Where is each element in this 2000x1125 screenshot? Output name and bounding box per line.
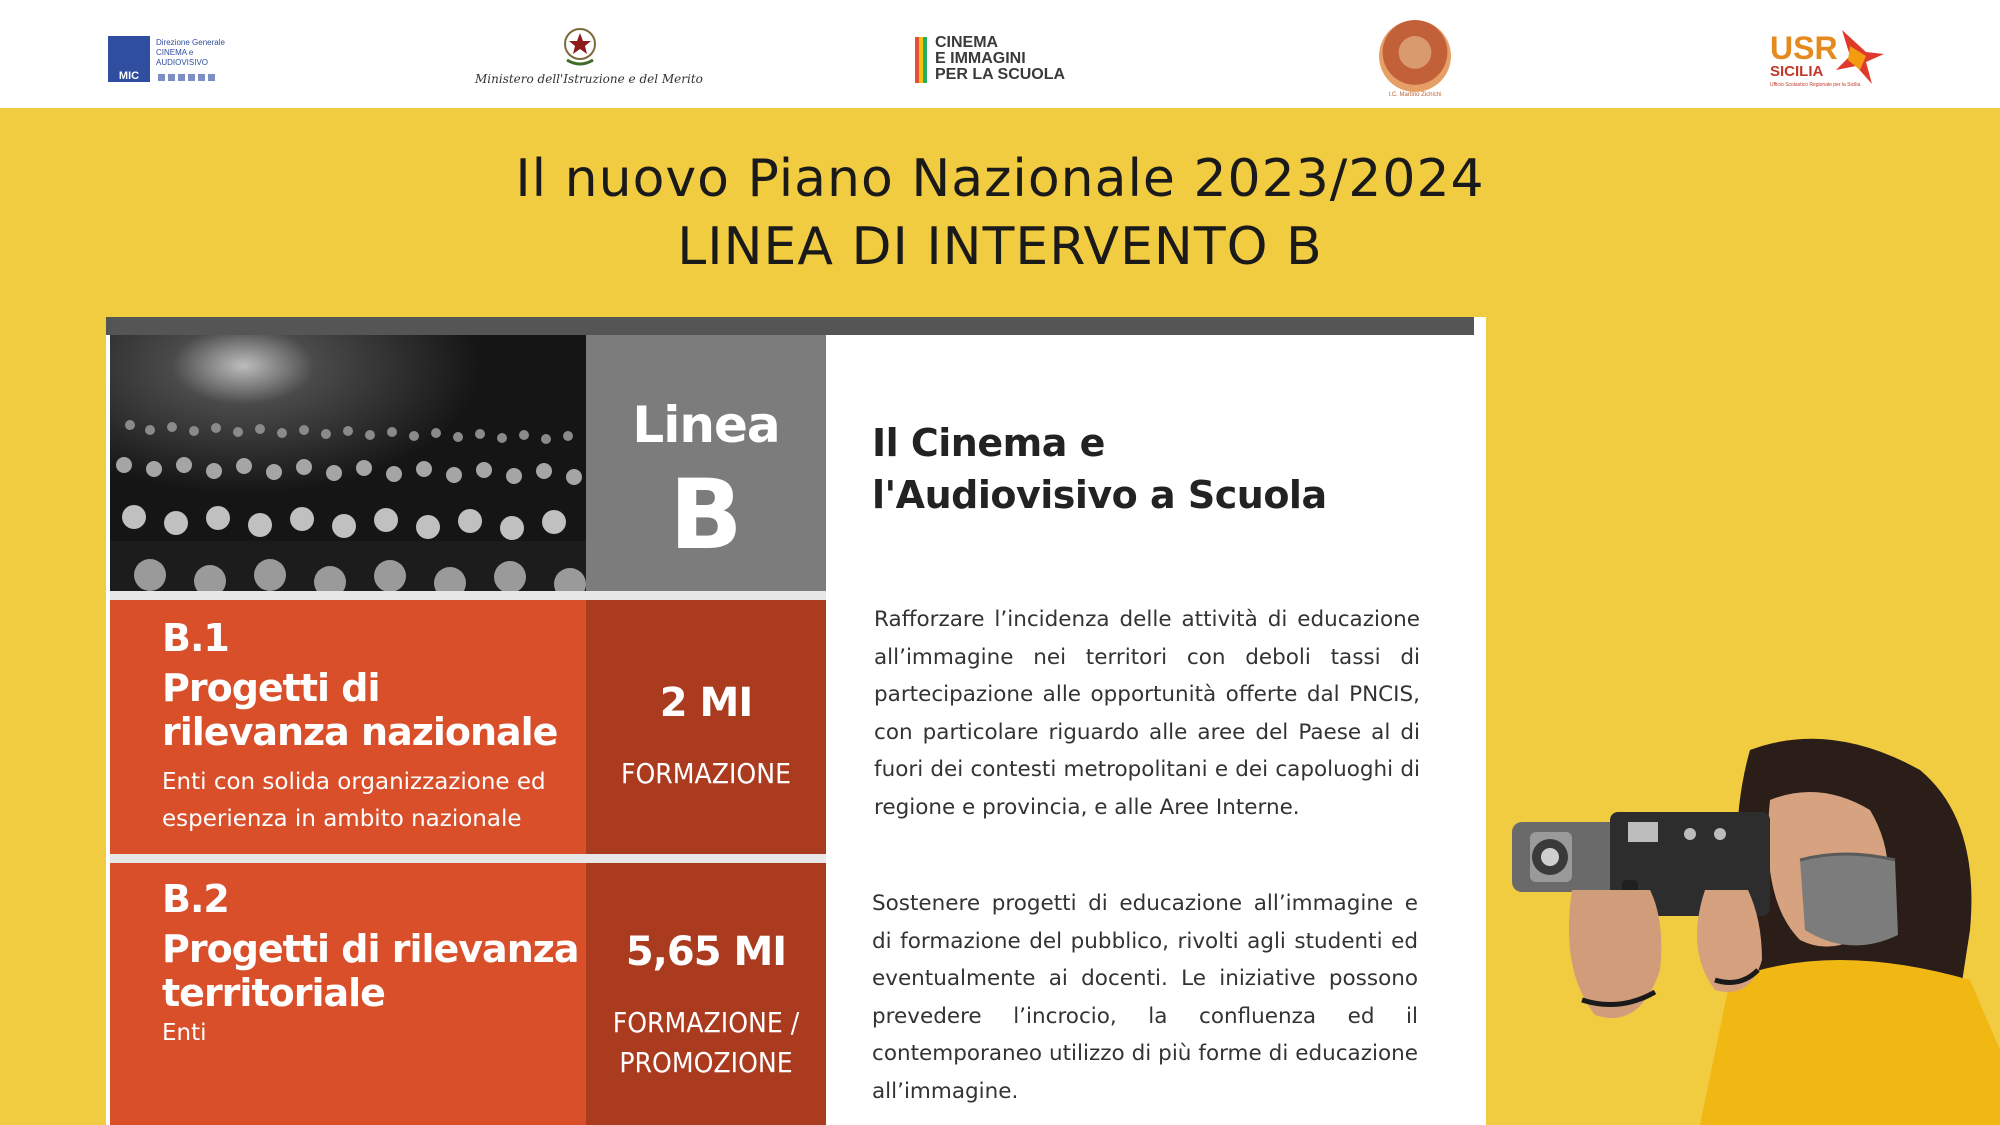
b1-subtitle: Enti con solida organizzazione ed esperienza in ambito nazionale xyxy=(162,769,546,832)
linea-b-card xyxy=(106,317,1486,1125)
b1-funding-box xyxy=(586,600,826,854)
description-paragraph-2: Sostenere progetti di educazione all’immagine e di formazione del pubblico, rivolti agli studenti ed eventualmente ai docenti. Le iniziative possono prevedere l’incrocio, la confluenza ed il contemporaneo utilizzo di più forme di educazione all’immagine. xyxy=(872,891,1418,1104)
b2-category: FORMAZIONE / PROMOZIONE xyxy=(612,1006,800,1079)
school-circle-logo xyxy=(1375,20,1455,102)
cinema-audience-photo xyxy=(110,335,586,591)
b2-amount: 5,65 MI xyxy=(625,929,787,975)
mic-logo-box: MIC xyxy=(108,36,150,82)
cinema-scuola-logo xyxy=(915,35,1090,87)
logo-bar xyxy=(0,0,2000,108)
b2-code: B.2 xyxy=(162,877,229,921)
cinema-scuola-logo-text: CINEMA E IMMAGINI PER LA SCUOLA xyxy=(935,34,1066,83)
linea-word: Linea xyxy=(632,396,780,454)
usr-sub: SICILIA xyxy=(1770,63,1824,80)
slide-title xyxy=(0,145,2000,281)
mic-logo-dots xyxy=(158,74,215,81)
b2-title: Progetti di rilevanza territoriale xyxy=(162,927,579,1015)
usr-tiny: Ufficio Scolastico Regionale per la Sicilia xyxy=(1770,82,1861,88)
b2-funding-box xyxy=(586,863,826,1125)
usr-star-icon xyxy=(1836,26,1886,86)
b1-project-box xyxy=(110,600,586,854)
slide-title-line2: LINEA DI INTERVENTO B xyxy=(677,217,1323,277)
b1-title: Progetti di rilevanza nazionale xyxy=(162,666,558,754)
ministero-logo xyxy=(475,24,703,99)
usr-word: USR xyxy=(1770,30,1838,66)
cinema-scuola-bars xyxy=(915,37,927,83)
slide-title-line1: Il nuovo Piano Nazionale 2023/2024 xyxy=(515,149,1485,209)
girl-with-camera-photo xyxy=(1500,730,2000,1125)
mic-logo xyxy=(108,36,224,86)
row-separator xyxy=(110,854,826,863)
ministero-logo-text: Ministero dell'Istruzione e del Merito xyxy=(475,72,703,86)
b1-amount: 2 MI xyxy=(659,680,753,726)
card-top-strip xyxy=(106,317,1474,335)
row-separator xyxy=(110,591,826,600)
b2-project-box xyxy=(110,863,586,1125)
usr-sicilia-logo xyxy=(1770,26,1890,90)
school-badge-caption: I.C. Martino Zichichi xyxy=(1388,92,1442,98)
linea-letter: B xyxy=(669,459,743,571)
school-badge-icon xyxy=(1379,20,1451,92)
mic-logo-text: Direzione Generale CINEMA e AUDIOVISIVO xyxy=(156,38,225,67)
b1-code: B.1 xyxy=(162,616,229,660)
b1-category: FORMAZIONE xyxy=(620,757,792,790)
description-paragraph-1: Rafforzare l’incidenza delle attività di educazione all’immagine nei territori con deboli tassi di partecipazione alle opportunità offerte dal PNCIS, con particolare riguardo alle aree del Paese al di fuori dei contesti metropolitani e dei capoluoghi di regione e provincia, e alle Aree Interne. xyxy=(874,607,1420,820)
linea-b-box xyxy=(586,335,826,591)
italian-emblem-icon xyxy=(561,24,599,68)
card-heading: Il Cinema e l'Audiovisivo a Scuola xyxy=(872,421,1327,517)
b2-subtitle: Enti xyxy=(162,1020,207,1046)
